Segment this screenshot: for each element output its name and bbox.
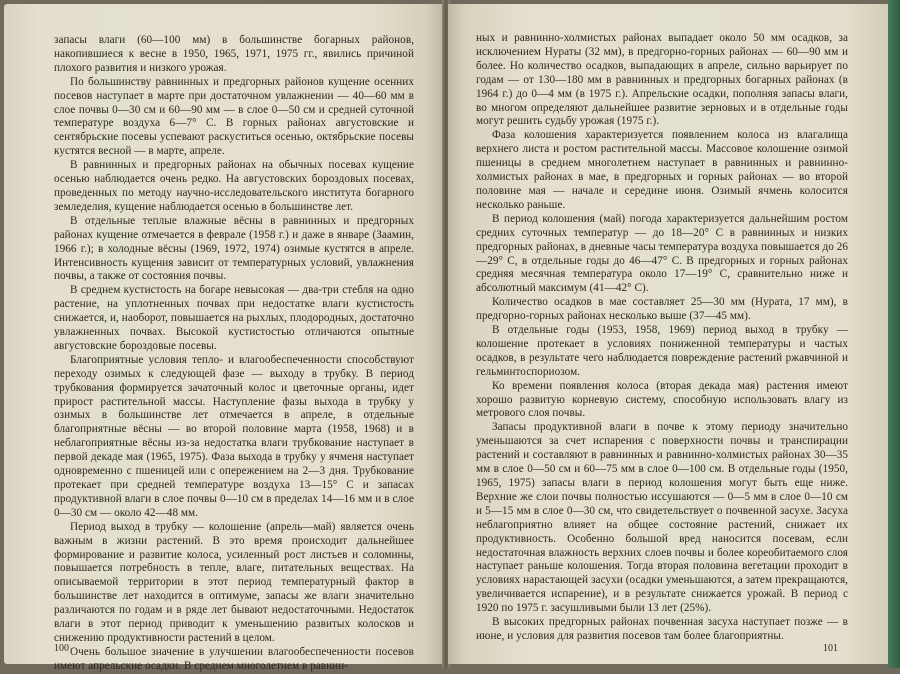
page-number-left: 100: [54, 643, 69, 654]
right-paragraph-2: Фаза колошения характеризуется появлением колоса из влагалища верхнего листа и ростом растительной массы. Массовое колошение озимой пшеницы в среднем многолетнем наступает в равнинных и равнинно-холмистых районах в мае, в предгорных и горных районах — во второй половине мая — начале и середине июня. Озимый ячмень колосится несколько раньше.: [476, 129, 848, 211]
right-paragraph-5: В отдельные годы (1953, 1958, 1969) период выход в трубку — колошение протекает в условиях пониженной температуры и частых осадков, в результате чего наблюдается повреждение растений ржавчиной и гельминтоспориозом.: [476, 324, 848, 378]
right-paragraph-1: ных и равнинно-холмистых районах выпадает около 50 мм осадков, за исключением Нураты (32 мм), в предгорно-горных районах — 60—90 мм и более. Но количество осадков, выпадающих в апреле, сильно варьирует по годам — от 130—180 мм в равнинных и предгорных богарных районах (в 1964 г.) до 0—4 мм (в 1975 г.). Апрельские осадки, пополняя запасы влаги, во многом определяют дальнейшее развитие зерновых и в отдельные годы могут решить судьбу урожая (1975 г.).: [476, 32, 848, 128]
right-paragraph-7: Запасы продуктивной влаги в почве к этому периоду значительно уменьшаются за счет испарения с поверхности почвы и транспирации растений и составляют в равнинных и равнинно-холмистых районах 30—35 мм в слое 0—50 см и 60—75 мм в слое 0—100 см. В отдельные годы (1950, 1965, 1975) запасы влаги в период колошения могут быть еще ниже. Верхние же слои почвы полностью иссушаются — 0—5 мм в слое 0—10 см и 5—15 мм в слое 0—30 см, что свидетельствует о почвенной засухе. Засуха неблагоприятно влияет на общее состояние растений, снижает их продуктивность. Особенно большой вред наносится посевам, если недостаточная влажность верхних слоев почвы и более кореобитаемого слоя наступает раньше колошения. Тогда вторая половина вегетации проходит в условиях нарастающей засухи (осадки уменьшаются, а затем прекращаются, увеличивается испарение), и в результате снижается урожай. В период с 1920 по 1975 г. засушливыми были 13 лет (25%).: [476, 421, 848, 615]
right-paragraph-4: Количество осадков в мае составляет 25—30 мм (Нурата, 17 мм), в предгорно-горных районах несколько выше (37—45 мм).: [476, 296, 848, 323]
left-paragraph-2: По большинству равнинных и предгорных районов кущение осенних посевов наступает в марте при достаточном увлажнении — 40—60 мм в слое почвы 0—30 см и 60—90 мм — в слое 0—50 см и средней суточной температуре воздуха 6—7° С. В горных районах августовские и сентябрьские посевы успевают раскуститься осенью, октябрьские посевы кустятся весной — в марте, апреле.: [54, 75, 414, 158]
right-paragraph-3: В период колошения (май) погода характеризуется дальнейшим ростом средних суточных температур — до 18—20° С в равнинных и низких предгорных районах, в дневные часы температура воздуха повышается до 26—29° С, в отдельные годы до 46—47° С. В предгорных и горных районах средняя месячная температура около 17—19° С, сравнительно ниже и абсолютный максимум (41—42° С).: [476, 212, 848, 295]
left-page: [4, 4, 444, 672]
right-page: [448, 4, 888, 664]
left-paragraph-5: В среднем кустистость на богаре невысокая — два-три стебля на одно растение, на уплотненных почвах при недостатке влаги кустистость снижается, и, наоборот, повышается на рыхлых, плодородных, достаточно увлажненных почвах. Высокой кустистостью отличаются опытные августовские бороздовые посевы.: [54, 284, 414, 352]
left-paragraph-1: запасы влаги (60—100 мм) в большинстве богарных районов, накопившиеся к весне в 1950, 1965, 1971, 1975 гг., явились причиной плохого развития и низкого урожая.: [54, 34, 414, 74]
left-paragraph-8: Очень большое значение в улучшении влагообеспеченности посевов имеют апрельские осадки. В среднем многолетнем в равнин-: [54, 645, 414, 672]
left-paragraph-6: Благоприятные условия тепло- и влагообеспеченности способствуют переходу озимых к следующей фазе — выходу в трубку. В период трубкования формируется зачаточный колос и цветочные органы, идет прирост растительной массы. Наступление фазы выхода в трубку у озимых в большинстве лет отмечается в апреле, в отдельные благоприятные вёсны — во второй половине марта (1958, 1968) и в неблагоприятные вёсны из-за недостатка влаги трубкование наступает в первой декаде мая (1965, 1975). Фаза выхода в трубку у ячменя наступает одновременно с пшеницей или с опережением на 2—3 дня. Трубкование протекает при средней температуре воздуха 13—15° С и запасах продуктивной влаги в слое почвы 0—10 см в пределах 14—16 мм и в слое 0—30 см — около 42—48 мм.: [54, 353, 414, 519]
right-paragraph-6: Ко времени появления колоса (вторая декада мая) растения имеют хорошо развитую корневую систему, способную использовать влагу из метрового слоя почвы.: [476, 379, 848, 420]
right-paragraph-8: В высоких предгорных районах почвенная засуха наступает позже — в июне, и условия для развития посевов там более благоприятны.: [476, 616, 848, 642]
left-paragraph-3: В равнинных и предгорных районах на обычных посевах кущение осенью наблюдается очень редко. На августовских бороздовых посевах, проведенных по методу научно-исследовательского института богарного земледелия, кущение наблюдается осенью в большинстве лет.: [54, 159, 414, 213]
left-paragraph-7: Период выход в трубку — колошение (апрель—май) является очень важным в жизни растений. В это время происходит дальнейшее формирование и развитие колоса, усиленный рост листьев и соломины, повышается потребность в тепле, влаге, питательных веществах. На описываемой территории в этот период температурный фактор в большинстве лет находится в оптимуме, запасы же влаги значительно различаются по годам и в ряде лет бывают недостаточными. Недостаток влаги в этот период приводит к уменьшению развитых колосков и снижению продуктивности растений в целом.: [54, 520, 414, 644]
book-cover-edge: [888, 0, 900, 668]
left-paragraph-4: В отдельные теплые влажные вёсны в равнинных и предгорных районах кущение отмечается в феврале (1958 г.) и даже в январе (Заамин, 1966 г.); в холодные вёсны (1969, 1972, 1974) озимые кустятся в апреле. Интенсивность кущения зависит от температурных условий, увлажнения почвы, а также от состояния почвы.: [54, 214, 414, 283]
page-number-right: 101: [823, 643, 838, 654]
